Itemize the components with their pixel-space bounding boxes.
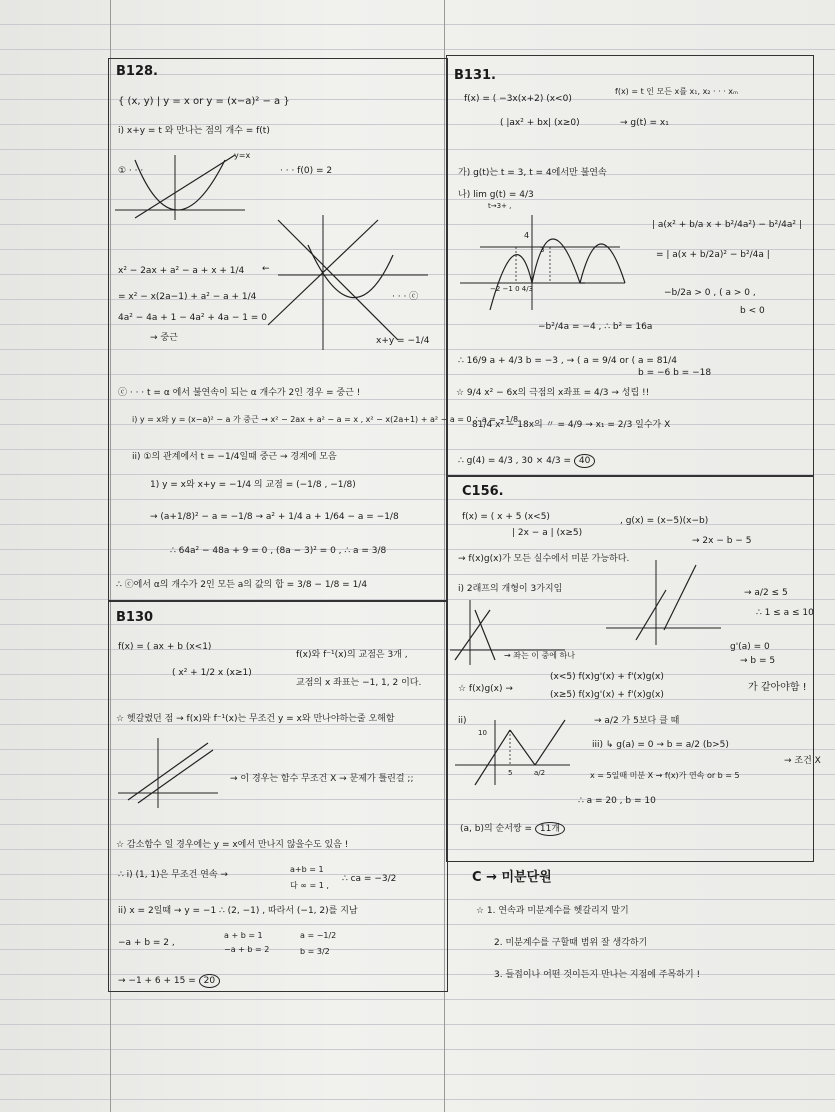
b130-step2: ii) x = 2일때 → y = −1 ∴ (2, −1) , 따라서 (−1, 2)를 지남 (118, 906, 358, 916)
c156-n15: x = 5일때 미분 X → f(x)가 연속 or b = 5 (590, 771, 740, 780)
c156-graph-y: 10 (478, 729, 487, 737)
b130-step1: ∴ i) (1, 1)은 무조건 연속 → (118, 870, 228, 880)
c156-n11: 가 같아야함 ! (748, 682, 807, 693)
b130-step1b: 다 ∞ = 1 , (290, 881, 329, 890)
c156-n13: → a/2 가 5보다 클 때 (594, 716, 680, 726)
b131-rhs3: −b/2a > 0 , ( a > 0 , (664, 288, 756, 298)
b131-graph-y3: 3 (540, 246, 545, 254)
b128-double-root: → 중근 (150, 333, 178, 343)
b130-step3: −a + b = 2 , (118, 938, 175, 948)
b128-expr2: = x² − x(2a−1) + a² − a + 1/4 (118, 292, 257, 302)
b131-func-line1: f(x) = ( −3x(x+2) (x<0) (464, 94, 572, 104)
b131-note2: → g(t) = x₁ (620, 118, 669, 128)
b130-answer: 20 (199, 974, 220, 988)
b128-case1: ① · · · (118, 166, 144, 176)
b131-final: ∴ g(4) = 4/3 , 30 × 4/3 = (458, 456, 571, 466)
c156-n14: iii) ↳ g(a) = 0 → b = a/2 (b>5) (592, 740, 729, 750)
b128-graph-2 (268, 215, 438, 350)
b130-step1a: a+b = 1 (290, 865, 324, 874)
c156-n9: (x<5) f(x)g'(x) + f'(x)g(x) (550, 672, 664, 682)
b131-note1: f(x) = t 인 모든 x를 x₁, x₂ · · · xₘ (615, 87, 739, 96)
c156-n1: → f(x)g(x)가 모든 실수에서 미분 가능하다. (458, 554, 630, 564)
b128-line: i) x+y = t 와 만나는 점의 개수 = f(t) (118, 126, 270, 136)
b131-title: B131. (454, 68, 496, 83)
b131-rhs2: = | a(x + b/2a)² − b²/4a | (656, 250, 770, 260)
b130-note2: 교점의 x 좌표는 −1, 1, 2 이다. (296, 678, 422, 688)
b128-step1: i) y = x와 y = (x−a)² − a 가 중근 → x² − 2ax + a² − a = x , x² − x(2a+1) + a² − a = 0 ∴ a = −1/8 (132, 415, 519, 424)
c156-n12: ii) (458, 716, 467, 726)
b131-cond-a: 가) g(t)는 t = 3, t = 4에서만 불연속 (458, 168, 607, 178)
b128-f0: · · · f(0) = 2 (280, 166, 333, 176)
b130-step3a: a + b = 1 (224, 931, 263, 940)
b130-func-line1: f(x) = ( ax + b (x<1) (118, 642, 212, 652)
c156-answer-line (460, 824, 565, 835)
c156-n7: → b = 5 (740, 656, 776, 666)
b128-title: B128. (116, 64, 158, 79)
b130-graph (118, 738, 223, 808)
c156-func-line1: f(x) = ( x + 5 (x<5) (462, 512, 550, 522)
c156-n5: → 좌는 이 중에 하나 (504, 651, 575, 660)
c156-n16: → 조건 X (784, 756, 821, 766)
b131-graph-x: −2 −1 0 4/3 (490, 285, 534, 293)
b131-system: ∴ 16/9 a + 4/3 b = −3 , → ( a = 9/4 or ( a = 81/4 (458, 356, 677, 366)
b131-cond-b: 나) lim g(t) = 4/3 (458, 190, 534, 200)
c156-graph-x: 5 (508, 769, 513, 777)
c-title: C → 미분단원 (472, 870, 552, 885)
b128-step3: 1) y = x와 x+y = −1/4 의 교점 = (−1/8 , −1/8) (150, 480, 356, 490)
b131-star2: 81/4 x² − 18x의 〃 = 4/9 → x₁ = 2/3 일수가 X (472, 420, 671, 430)
c-item-2: 2. 미분계수를 구할때 범위 잘 생각하기 (494, 938, 648, 948)
c156-n8: ☆ f(x)g(x) → (458, 684, 513, 694)
b131-func-line2: ( |ax² + bx| (x≥0) (500, 118, 580, 128)
b130-step1c: ∴ ca = −3/2 (342, 874, 397, 884)
arrow-left-icon: ← (262, 264, 270, 274)
b131-rhs1: | a(x² + b/a x + b²/4a²) − b²/4a² | (652, 220, 802, 230)
c156-n4: ∴ 1 ≤ a ≤ 10 (756, 608, 814, 618)
c156-graph-x2: a/2 (534, 769, 546, 777)
b131-graph-y4: 4 (524, 231, 530, 240)
b131-rhs4: b < 0 (740, 306, 765, 316)
c156-n3: → a/2 ≤ 5 (744, 588, 788, 598)
b131-graph (460, 215, 630, 310)
c156-title: C156. (462, 484, 504, 499)
b131-answer: 40 (574, 454, 595, 468)
b131-final-line (458, 456, 595, 467)
b128-step2: ii) ①의 관계에서 t = −1/4일때 중근 → 경계에 모음 (132, 452, 337, 462)
b130-answer-line (118, 976, 220, 987)
c156-graph-b (606, 560, 726, 645)
c-item-1: ☆ 1. 연속과 미분계수를 헷갈리지 말기 (476, 906, 629, 916)
b131-star1: ☆ 9/4 x² − 6x의 극점의 x좌표 = 4/3 → 성립 !! (456, 388, 650, 398)
b131-relation: −b²/4a = −4 , ∴ b² = 16a (538, 322, 653, 332)
c156-n6: g'(a) = 0 (730, 642, 770, 652)
b131-system2: b = −6 b = −18 (638, 368, 712, 378)
c156-n17: ∴ a = 20 , b = 10 (578, 796, 656, 806)
b128-expr3: 4a² − 4a + 1 − 4a² + 4a − 1 = 0 (118, 313, 267, 323)
b130-note1: f(x)와 f⁻¹(x)의 교점은 3개 , (296, 650, 408, 660)
b130-answer-prefix: → −1 + 6 + 15 = (118, 976, 196, 986)
b131-cond-b-sub: t→3+ , (488, 202, 512, 210)
b128-set: { (x, y) | y = x or y = (x−a)² − a } (118, 96, 290, 107)
c156-n2: i) 2래프의 개형이 3가지임 (458, 584, 563, 594)
c156-graph-c (455, 720, 575, 785)
b128-step4: → (a+1/8)² − a = −1/8 → a² + 1/4 a + 1/64 − a = −1/8 (150, 512, 399, 522)
c156-answer: 11개 (535, 822, 565, 836)
b130-step3d: b = 3/2 (300, 947, 330, 956)
b128-expr1: x² − 2ax + a² − a + x + 1/4 (118, 266, 245, 276)
b130-step3b: −a + b = 2 (224, 945, 270, 954)
c156-g-prime: → 2x − b − 5 (692, 536, 752, 546)
c156-func-line2: | 2x − a | (x≥5) (512, 528, 583, 538)
b130-func-line2: ( x² + 1/2 x (x≥1) (172, 668, 252, 678)
b130-title: B130 (116, 610, 154, 625)
c156-n10: (x≥5) f(x)g'(x) + f'(x)g(x) (550, 690, 664, 700)
b130-star2: ☆ 감소함수 일 경우에는 y = x에서 만나지 않을수도 있음 ! (116, 840, 349, 850)
b128-case-c: ⓒ · · · t = α 에서 불연속이 되는 α 개수가 2인 경우 = 중근 ! (118, 388, 361, 398)
c156-g: , g(x) = (x−5)(x−b) (620, 516, 709, 526)
b128-label-c: · · · ⓒ (392, 292, 419, 302)
c156-n18: (a, b)의 순서쌍 = (460, 824, 533, 834)
c-item-3: 3. 들접이나 어떤 것이든지 만나는 지점에 주목하기 ! (494, 970, 701, 980)
b128-conclusion: ∴ ⓒ에서 α의 개수가 2인 모든 a의 값의 합 = 3/8 − 1/8 = 1/4 (116, 580, 368, 590)
b130-note3: → 이 경우는 함수 무조건 X → 문제가 틀린걸 ;; (230, 774, 414, 784)
b128-graph1-label: y=x (234, 151, 251, 160)
b128-line-label: x+y = −1/4 (376, 336, 430, 346)
b130-star1: ☆ 헷갈렸던 점 → f(x)와 f⁻¹(x)는 무조건 y = x와 만나야하는줄 오해함 (116, 714, 395, 724)
b128-step5: ∴ 64a² − 48a + 9 = 0 , (8a − 3)² = 0 , ∴ a = 3/8 (170, 546, 387, 556)
b130-step3c: a = −1/2 (300, 931, 337, 940)
